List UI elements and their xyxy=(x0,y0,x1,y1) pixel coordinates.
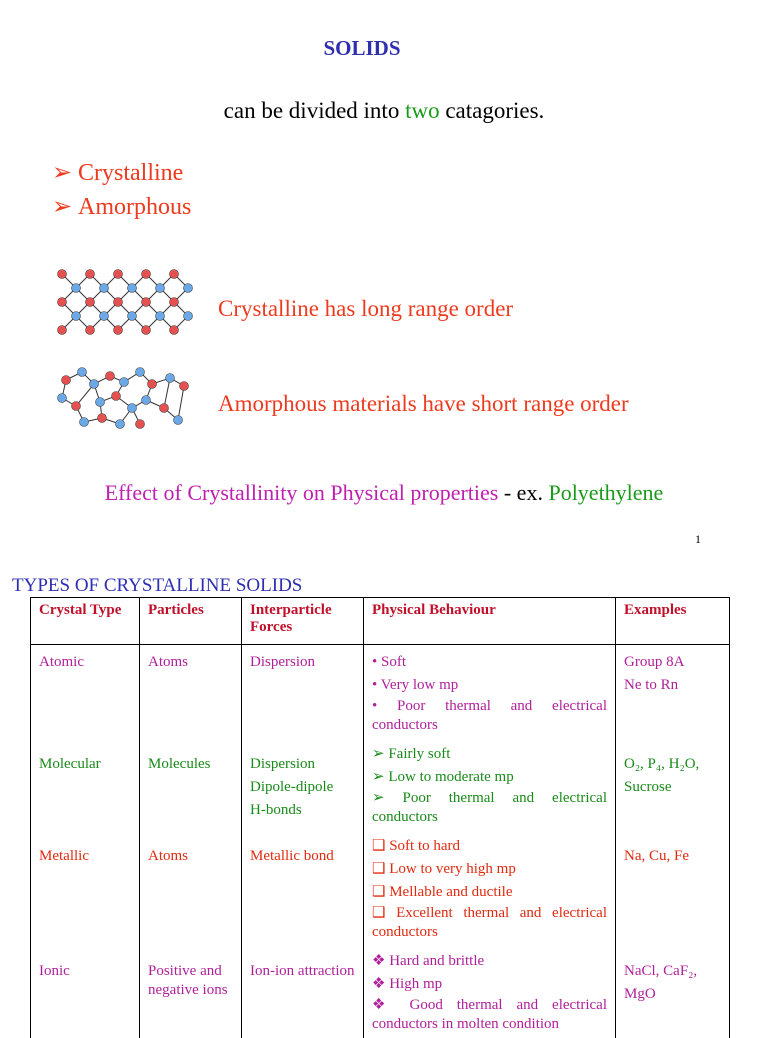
intro-highlight: two xyxy=(405,98,440,123)
table-title: TYPES OF CRYSTALLINE SOLIDS xyxy=(12,575,303,596)
arrow-bullet-icon: ➢ xyxy=(372,790,385,806)
behaviour-text: Good thermal and electrical conductors in molten condition xyxy=(372,997,607,1032)
behaviour-item xyxy=(372,858,607,881)
example-item: NaCl, CaF₂, xyxy=(624,963,698,979)
behaviour-text: High mp xyxy=(389,976,443,992)
behaviour-cell xyxy=(364,831,616,946)
amorphous-order-text: Amorphous materials have short range order xyxy=(218,391,629,416)
crystal-type-cell: Atomic xyxy=(31,645,140,740)
behaviour-item xyxy=(372,881,607,904)
crystal-type-cell: Metallic xyxy=(31,831,140,946)
behaviour-item xyxy=(372,835,607,858)
table-row xyxy=(31,831,730,946)
diamond-bullet-icon: ❖ xyxy=(372,997,396,1013)
effect-part1: Effect of Crystallinity on Physical properties xyxy=(104,480,499,505)
forces-cell xyxy=(242,946,364,1038)
behaviour-text: Soft to hard xyxy=(389,838,461,854)
header-forces: Interparticle Forces xyxy=(242,598,364,645)
category-label: Crystalline xyxy=(78,160,184,186)
crystalline-solids-table xyxy=(30,597,730,1038)
behaviour-item xyxy=(372,996,607,1034)
behaviour-item xyxy=(372,789,607,827)
behaviour-item xyxy=(372,950,607,973)
example-item: Na, Cu, Fe xyxy=(624,848,689,864)
behaviour-text: Mellable and ductile xyxy=(389,884,513,900)
behaviour-text: Fairly soft xyxy=(388,746,451,762)
arrow-bullet-icon: ➢ xyxy=(372,746,385,762)
behaviour-item xyxy=(372,743,607,766)
behaviour-text: Poor thermal and electrical conductors xyxy=(372,790,608,825)
table-row xyxy=(31,739,730,831)
force-item: Dipole-dipole xyxy=(250,779,334,795)
examples-cell xyxy=(616,739,730,831)
forces-cell xyxy=(242,831,364,946)
behaviour-cell xyxy=(364,739,616,831)
header-particles: Particles xyxy=(140,598,242,645)
page-number: 1 xyxy=(695,532,701,546)
behaviour-item xyxy=(372,651,607,674)
checkbox-bullet-icon: ❑ xyxy=(372,861,386,877)
behaviour-cell xyxy=(364,946,616,1038)
page-title: SOLIDS xyxy=(323,36,401,60)
particles-cell: Atoms xyxy=(140,645,242,740)
checkbox-bullet-icon: ❑ xyxy=(372,884,386,900)
behaviour-item xyxy=(372,973,607,996)
header-crystal-type: Crystal Type xyxy=(31,598,140,645)
examples-cell xyxy=(616,946,730,1038)
force-item: H-bonds xyxy=(250,802,302,818)
behaviour-text: Low to moderate mp xyxy=(388,769,514,785)
crystal-type-cell: Ionic xyxy=(31,946,140,1038)
header-behaviour: Physical Behaviour xyxy=(364,598,616,645)
arrow-bullet-icon: ➢ xyxy=(372,769,385,785)
intro-before: can be divided into xyxy=(223,98,406,123)
particles-cell: Atoms xyxy=(140,831,242,946)
example-item: Ne to Rn xyxy=(624,677,679,693)
example-item: MgO xyxy=(624,986,656,1002)
arrow-bullet-icon: ➢ xyxy=(52,194,73,220)
amorphous-network-icon xyxy=(54,362,194,432)
behaviour-item xyxy=(372,766,607,789)
forces-cell xyxy=(242,645,364,740)
bullet-dot-icon: • xyxy=(372,677,378,693)
checkbox-bullet-icon: ❑ xyxy=(372,838,386,854)
behaviour-cell xyxy=(364,645,616,740)
effect-part3: Polyethylene xyxy=(548,480,664,505)
example-item: Sucrose xyxy=(624,779,672,795)
examples-cell xyxy=(616,831,730,946)
diamond-bullet-icon: ❖ xyxy=(372,976,386,992)
header-examples: Examples xyxy=(616,598,730,645)
particles-cell: Positive and negative ions xyxy=(140,946,242,1038)
table-row xyxy=(31,645,730,740)
force-item: Dispersion xyxy=(250,756,315,772)
force-item: Dispersion xyxy=(250,654,315,670)
behaviour-text: Excellent thermal and electrical conductors xyxy=(372,905,608,940)
behaviour-item xyxy=(372,697,607,735)
behaviour-text: Low to very high mp xyxy=(389,861,516,877)
category-crystalline xyxy=(52,158,183,187)
particles-cell: Molecules xyxy=(140,739,242,831)
behaviour-text: Very low mp xyxy=(380,677,459,693)
example-item: O₂, P₄, H₂O, xyxy=(624,756,700,772)
behaviour-text: Hard and brittle xyxy=(389,953,485,969)
examples-cell xyxy=(616,645,730,740)
bullet-dot-icon: • xyxy=(372,698,378,714)
crystalline-order-text: Crystalline has long range order xyxy=(218,296,514,321)
example-item: Group 8A xyxy=(624,654,685,670)
category-label: Amorphous xyxy=(78,194,192,220)
forces-cell xyxy=(242,739,364,831)
intro-after: catagories. xyxy=(439,98,545,123)
behaviour-item xyxy=(372,904,607,942)
table-header-row xyxy=(31,598,730,645)
force-item: Metallic bond xyxy=(250,848,334,864)
category-amorphous xyxy=(52,192,191,221)
intro-sentence xyxy=(0,98,768,124)
behaviour-text: Soft xyxy=(381,654,407,670)
behaviour-item xyxy=(372,674,607,697)
effect-heading xyxy=(0,480,768,506)
diamond-bullet-icon: ❖ xyxy=(372,953,386,969)
checkbox-bullet-icon: ❑ xyxy=(372,905,386,921)
behaviour-text: Poor thermal and electrical conductors xyxy=(372,698,608,733)
force-item: Ion-ion attraction xyxy=(250,963,355,979)
table-row xyxy=(31,946,730,1038)
crystalline-lattice-icon xyxy=(54,268,194,338)
bullet-dot-icon: • xyxy=(372,654,378,670)
effect-part2: - ex. xyxy=(498,480,549,505)
arrow-bullet-icon: ➢ xyxy=(52,160,73,186)
crystal-type-cell: Molecular xyxy=(31,739,140,831)
